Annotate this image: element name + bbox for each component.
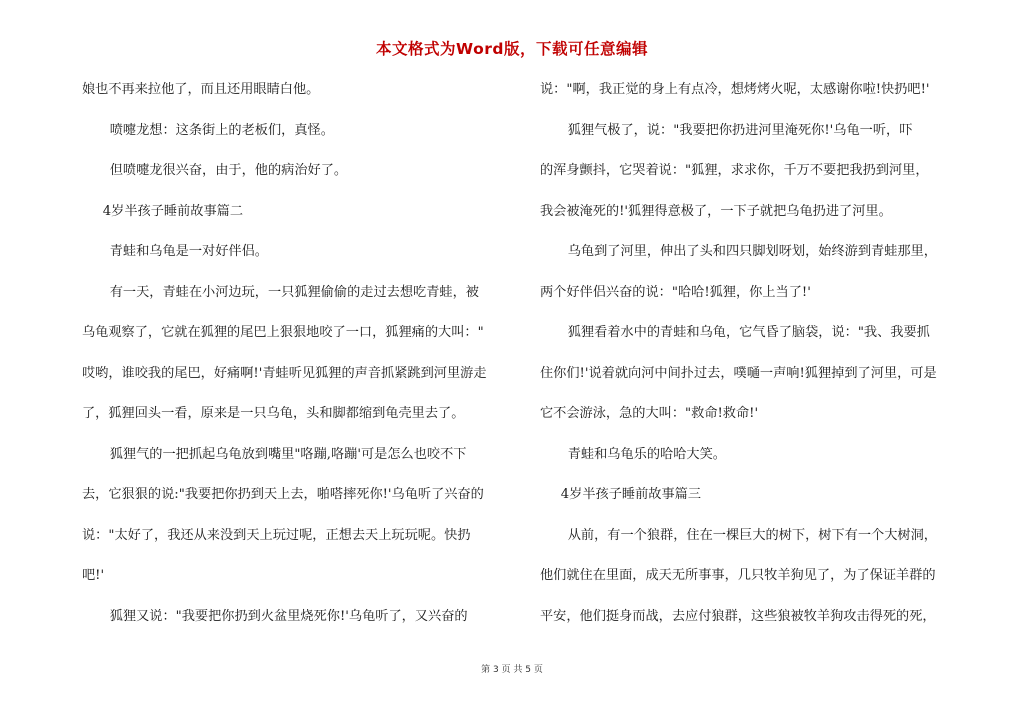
paragraph-line: 狐狸气的一把抓起乌龟放到嘴里"咯蹦,咯蹦'可是怎么也咬不下 [109,446,467,462]
paragraph-line: 有一天，青蛙在小河边玩，一只狐狸偷偷的走过去想吃青蛙，被 [109,284,479,300]
paragraph-line: 4岁半孩子睡前故事篇二 [102,203,244,219]
paragraph-line: 说："啊，我正觉的身上有点冷，想烤烤火呢，太感谢你啦!快扔吧!' [540,82,930,97]
paragraph-line: 它不会游泳，急的大叫："救命!救命!' [540,406,759,421]
paragraph-line: 狐狸气极了，说："我要把你扔进河里淹死你!'乌龟一听，吓 [567,122,913,138]
document-banner: 本文格式为Word版，下载可任意编辑 [376,40,648,58]
paragraph-line: 从前，有一个狼群，住在一棵巨大的树下，树下有一个大树洞， [567,527,937,543]
paragraph-line: 他们就住在里面，成天无所事事，几只牧羊狗见了，为了保证羊群的 [540,568,936,583]
paragraph-line: 青蛙和乌龟乐的哈哈大笑。 [567,446,726,462]
page-number-footer: 第 3 页 共 5 页 [481,665,543,675]
paragraph-line: 去，它狠狠的说:"我要把你扔到天上去，啪嗒摔死你!'乌龟听了兴奋的 [82,487,484,502]
paragraph-line: 平安，他们挺身而战，去应付狼群，这些狼被牧羊狗攻击得死的死， [540,608,936,624]
paragraph-line: 了，狐狸回头一看，原来是一只乌龟，头和脚都缩到龟壳里去了。 [82,406,465,421]
paragraph-line: 娘也不再来拉他了，而且还用眼睛白他。 [82,82,320,97]
paragraph-line: 4岁半孩子睡前故事篇三 [560,487,702,502]
paragraph-line: 青蛙和乌龟是一对好伴侣。 [109,244,268,259]
paragraph-line: 乌龟观察了，它就在狐狸的尾巴上狠狠地咬了一口，狐狸痛的大叫：" [82,325,484,340]
paragraph-line: 吧!' [82,568,105,583]
paragraph-line: 喷嚏龙想：这条街上的老板们，真怪。 [109,122,334,138]
paragraph-line: 的浑身颤抖，它哭着说："狐狸，求求你，千万不要把我扔到河里， [540,163,929,178]
paragraph-line: 但喷嚏龙很兴奋，由于，他的病治好了。 [109,163,348,178]
paragraph-line: 两个好伴侣兴奋的说："哈哈!狐狸，你上当了!' [540,284,811,300]
paragraph-line: 乌龟到了河里，伸出了头和四只脚划呀划，始终游到青蛙那里， [567,244,937,259]
paragraph-line: 住你们!'说着就向河中间扑过去，噗嗵一声响!狐狸掉到了河里，可是 [540,365,937,381]
paragraph-line: 我会被淹死的!'狐狸得意极了，一下子就把乌龟扔进了河里。 [540,203,892,219]
paragraph-line: 哎哟，谁咬我的尾巴，好痛啊!'青蛙听见狐狸的声音抓紧跳到河里游走 [82,365,487,381]
paragraph-line: 狐狸看着水中的青蛙和乌龟，它气昏了脑袋，说："我、我要抓 [567,325,930,340]
paragraph-line: 说："太好了，我还从来没到天上玩过呢，正想去天上玩玩呢。快扔 [82,527,471,543]
paragraph-line: 狐狸又说："我要把你扔到火盆里烧死你!'乌龟听了，又兴奋的 [109,608,468,624]
